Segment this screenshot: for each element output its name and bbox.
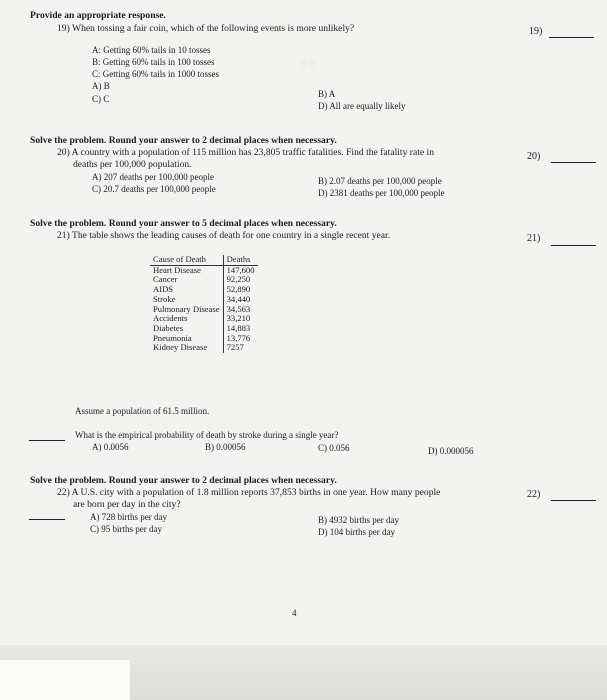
table-cell: 14,883 xyxy=(223,324,257,334)
question-text: What is the empirical probability of death by stroke during a single year? xyxy=(75,430,339,440)
table-cell: Stroke xyxy=(153,293,176,304)
table-header: Deaths xyxy=(223,255,257,265)
choice-a[interactable]: A) 207 deaths per 100,000 people xyxy=(92,172,214,182)
table-cell: 92,250 xyxy=(223,275,257,285)
choice-d[interactable]: D) All are equally likely xyxy=(318,101,406,111)
answer-blank-left[interactable] xyxy=(29,440,65,441)
table-cell: 7257 xyxy=(223,343,257,353)
answer-blank[interactable] xyxy=(551,500,596,501)
answer-blank-left[interactable] xyxy=(29,519,65,520)
table-cell: Kidney Disease xyxy=(153,342,208,353)
event-b: B: Getting 60% tails in 100 tosses xyxy=(92,57,215,67)
choice-b[interactable]: B) 0.00056 xyxy=(205,442,246,452)
table-header: Cause of Death xyxy=(150,255,223,265)
choice-c[interactable]: C) 95 births per day xyxy=(90,524,162,534)
table-cell: Diabetes xyxy=(153,322,184,333)
scan-edge xyxy=(0,660,130,700)
event-c: C: Getting 60% tails in 1000 tosses xyxy=(92,69,219,79)
question-number: 21) xyxy=(527,233,541,244)
question-number: 19) xyxy=(529,26,543,37)
bleed-through-text: ░ ░ xyxy=(300,58,316,68)
section-instruction: Solve the problem. Round your answer to 2 decimal places when necessary. xyxy=(30,475,337,486)
choice-c[interactable]: C) C xyxy=(92,94,110,104)
table-cell: 147,600 xyxy=(223,265,257,275)
table-cell: Pulmonary Disease xyxy=(153,303,220,314)
choice-c[interactable]: C) 20.7 deaths per 100,000 people xyxy=(92,184,216,194)
choice-c[interactable]: C) 0.056 xyxy=(318,443,350,453)
page-number: 4 xyxy=(292,608,297,618)
question-number: 22) xyxy=(527,489,541,500)
choice-b[interactable]: B) 4932 births per day xyxy=(318,515,399,525)
table-cell: 13,776 xyxy=(223,334,257,344)
section-instruction: Solve the problem. Round your answer to 5 decimal places when necessary. xyxy=(30,218,337,229)
table-cell: 33,210 xyxy=(223,314,257,324)
table-row xyxy=(150,343,258,353)
choice-b[interactable]: B) A xyxy=(318,89,336,99)
question-stem-cont: are born per day in the city? xyxy=(73,499,181,510)
answer-blank[interactable] xyxy=(551,162,596,163)
question-stem: 21) The table shows the leading causes of death for one country in a single recent year. xyxy=(57,230,391,241)
table-cell: Heart Disease xyxy=(153,264,201,275)
answer-blank[interactable] xyxy=(549,37,594,38)
choice-a[interactable]: A) 0.0056 xyxy=(92,442,129,452)
table-cell: AIDS xyxy=(153,284,174,295)
question-number: 20) xyxy=(527,151,541,162)
table-cell: 34,563 xyxy=(223,305,257,315)
section-instruction: Solve the problem. Round your answer to 2 decimal places when necessary. xyxy=(30,135,337,146)
question-stem: 19) When tossing a fair coin, which of the following events is more unlikely? xyxy=(57,23,355,34)
table-cell: 34,440 xyxy=(223,295,257,305)
assumption-text: Assume a population of 61.5 million. xyxy=(75,406,210,416)
event-a: A: Getting 60% tails in 10 tosses xyxy=(92,45,211,55)
choice-d[interactable]: D) 104 births per day xyxy=(318,527,395,537)
choice-a[interactable]: A) 728 births per day xyxy=(90,512,167,522)
choice-a[interactable]: A) B xyxy=(92,81,110,91)
table-cell: Accidents xyxy=(153,313,188,324)
answer-blank[interactable] xyxy=(551,245,596,246)
death-causes-table xyxy=(150,255,258,353)
question-stem: 20) A country with a population of 115 million has 23,805 traffic fatalities. Find the fatality rate in xyxy=(57,147,435,158)
question-stem: 22) A U.S. city with a population of 1.8 million reports 37,853 births in one year. How many people xyxy=(57,487,441,498)
choice-b[interactable]: B) 2.07 deaths per 100,000 people xyxy=(318,176,442,186)
table-cell: Pneumonia xyxy=(153,332,192,343)
section-instruction: Provide an appropriate response. xyxy=(30,10,166,21)
table-cell: Cancer xyxy=(153,274,178,285)
choice-d[interactable]: D) 2381 deaths per 100,000 people xyxy=(318,188,445,198)
question-stem-cont: deaths per 100,000 population. xyxy=(73,159,192,170)
table-cell: 52,890 xyxy=(223,285,257,295)
choice-d[interactable]: D) 0.000056 xyxy=(428,446,474,456)
